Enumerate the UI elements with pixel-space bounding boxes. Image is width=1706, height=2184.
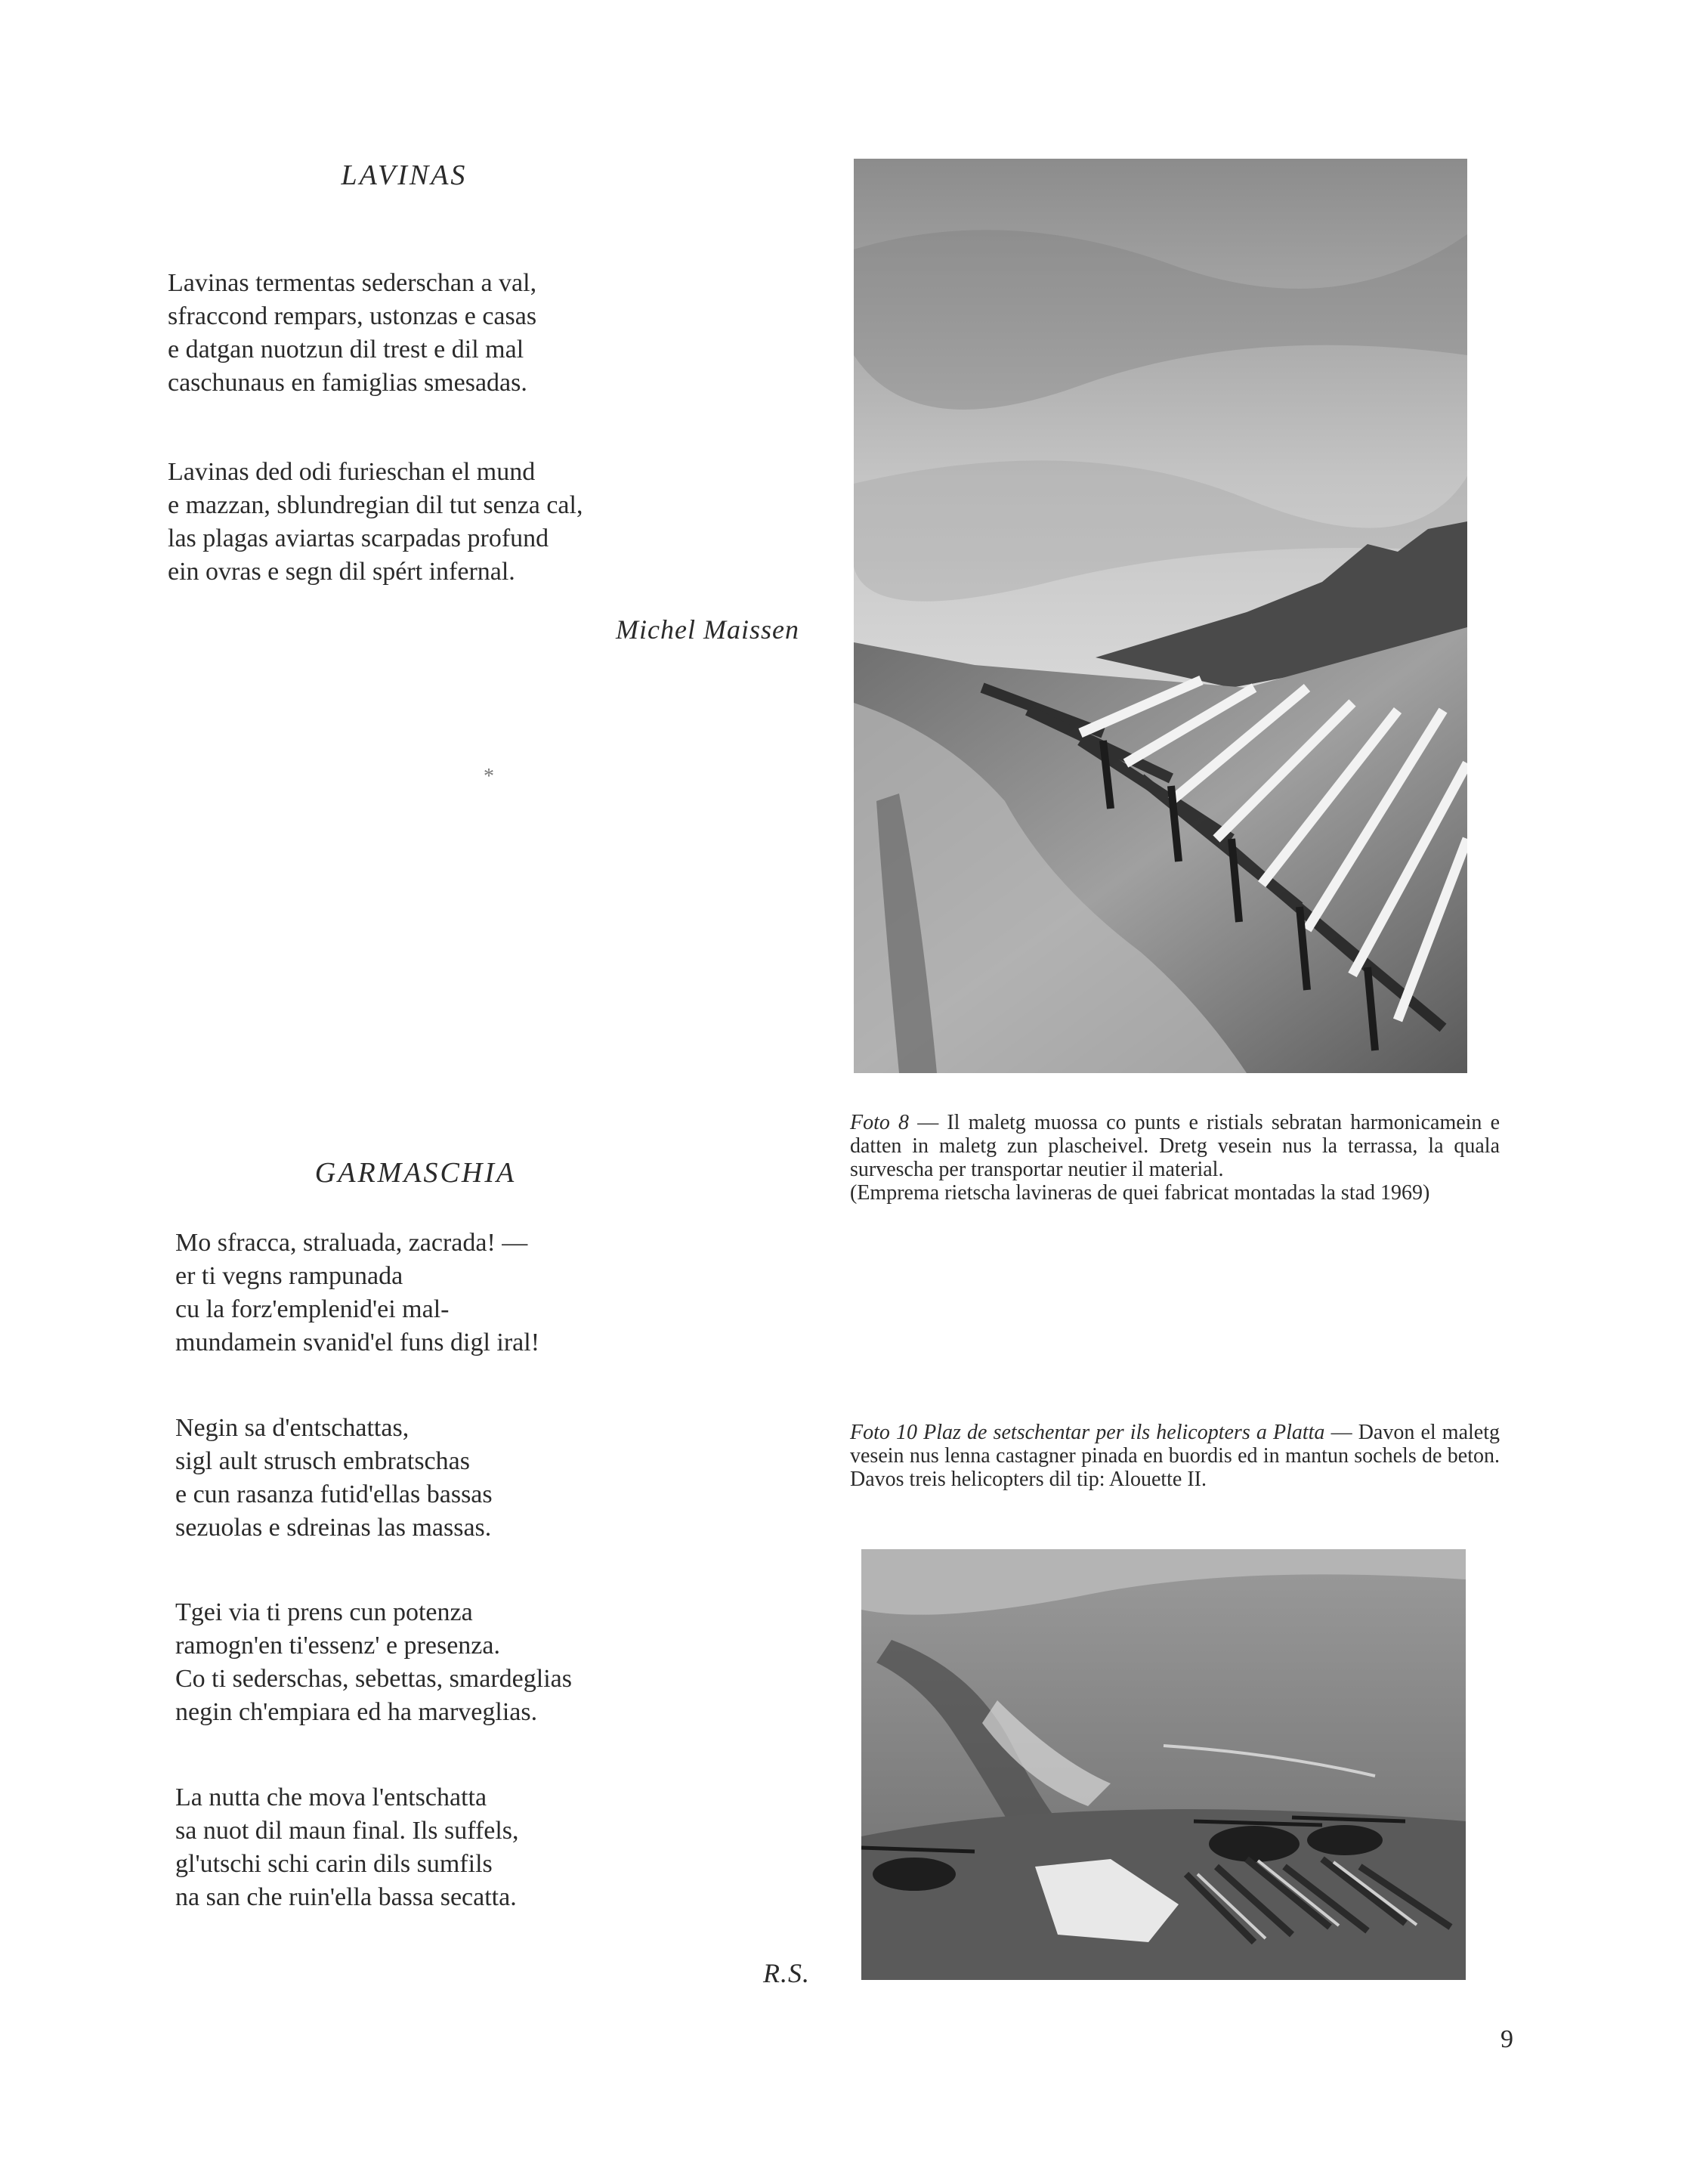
separator-asterisk: * <box>484 765 494 788</box>
poem-line: Tgei via ti prens cun potenza <box>175 1598 473 1626</box>
poem-stanza <box>168 456 583 589</box>
poem-line: caschunaus en famiglias smesadas. <box>168 369 527 397</box>
poem-title-lavinas: LAVINAS <box>341 159 468 191</box>
caption-label: Foto 10 Plaz de setschentar per ils helicopters a Platta <box>850 1421 1325 1444</box>
poem-stanza <box>175 1781 519 1914</box>
caption-text: — Davon el maletg vesein nus lenna castagner pinada en buordis ed in mantun sochels de beton. Davos treis helicopters dil tip: Alouette II. <box>850 1421 1500 1491</box>
poem-line: Mo sfracca, straluada, zacrada! — <box>175 1229 528 1257</box>
poem-author-michel-maissen: Michel Maissen <box>616 614 799 645</box>
poem-stanza <box>175 1227 539 1360</box>
poem-stanza <box>168 267 536 400</box>
poem-line: sigl ault strusch embratschas <box>175 1447 470 1475</box>
photo-helicopter-landing <box>861 1549 1466 1980</box>
poem-line: Co ti sederschas, sebettas, smardeglias <box>175 1665 572 1693</box>
poem-line: na san che ruin'ella bassa secatta. <box>175 1883 517 1911</box>
poem-line: sa nuot dil maun final. Ils suffels, <box>175 1817 519 1845</box>
poem-stanza <box>175 1596 572 1729</box>
poem-line: ramogn'en ti'essenz' e presenza. <box>175 1632 500 1660</box>
page-number: 9 <box>1500 2025 1513 2053</box>
photo-avalanche-barriers <box>854 159 1467 1073</box>
poem-line: Lavinas termentas sederschan a val, <box>168 269 537 297</box>
caption-foto-10 <box>850 1421 1500 1491</box>
poem-title-garmaschia: GARMASCHIA <box>314 1157 517 1189</box>
poem-line: er ti vegns rampunada <box>175 1262 403 1290</box>
poem-line: mundamein svanid'el funs digl iral! <box>175 1329 540 1356</box>
poem-line: Negin sa d'entschattas, <box>175 1414 410 1442</box>
poem-line: sfraccond rempars, ustonzas e casas <box>168 302 537 330</box>
poem-line: cu la forz'emplenid'ei mal- <box>175 1295 450 1323</box>
caption-foto-8 <box>850 1111 1500 1205</box>
poem-line: e datgan nuotzun dil trest e dil mal <box>168 336 524 363</box>
caption-label: Foto 8 <box>850 1111 910 1134</box>
poem-line: las plagas aviartas scarpadas profund <box>168 524 549 552</box>
poem-line: negin ch'empiara ed ha marveglias. <box>175 1698 538 1726</box>
poem-line: gl'utschi schi carin dils sumfils <box>175 1850 493 1878</box>
poem-line: e mazzan, sblundregian dil tut senza cal, <box>168 491 583 519</box>
poem-line: sezuolas e sdreinas las massas. <box>175 1514 492 1542</box>
poem-line: Lavinas ded odi furieschan el mund <box>168 458 536 486</box>
poem-line: La nutta che mova l'entschatta <box>175 1783 487 1811</box>
poem-line: ein ovras e segn dil spért infernal. <box>168 558 515 586</box>
caption-note: (Emprema rietscha lavineras de quei fabricat montadas la stad 1969) <box>850 1181 1430 1205</box>
poem-line: e cun rasanza futid'ellas bassas <box>175 1480 493 1508</box>
poem-author-rs: R.S. <box>763 1958 810 1988</box>
poem-stanza <box>175 1412 493 1545</box>
caption-text: — Il maletg muossa co punts e ristials sebratan harmonicamein e datten in maletg zun plascheivel. Dretg vesein nus la terrassa, la quala survescha per transportar neutier il material. <box>850 1111 1500 1181</box>
